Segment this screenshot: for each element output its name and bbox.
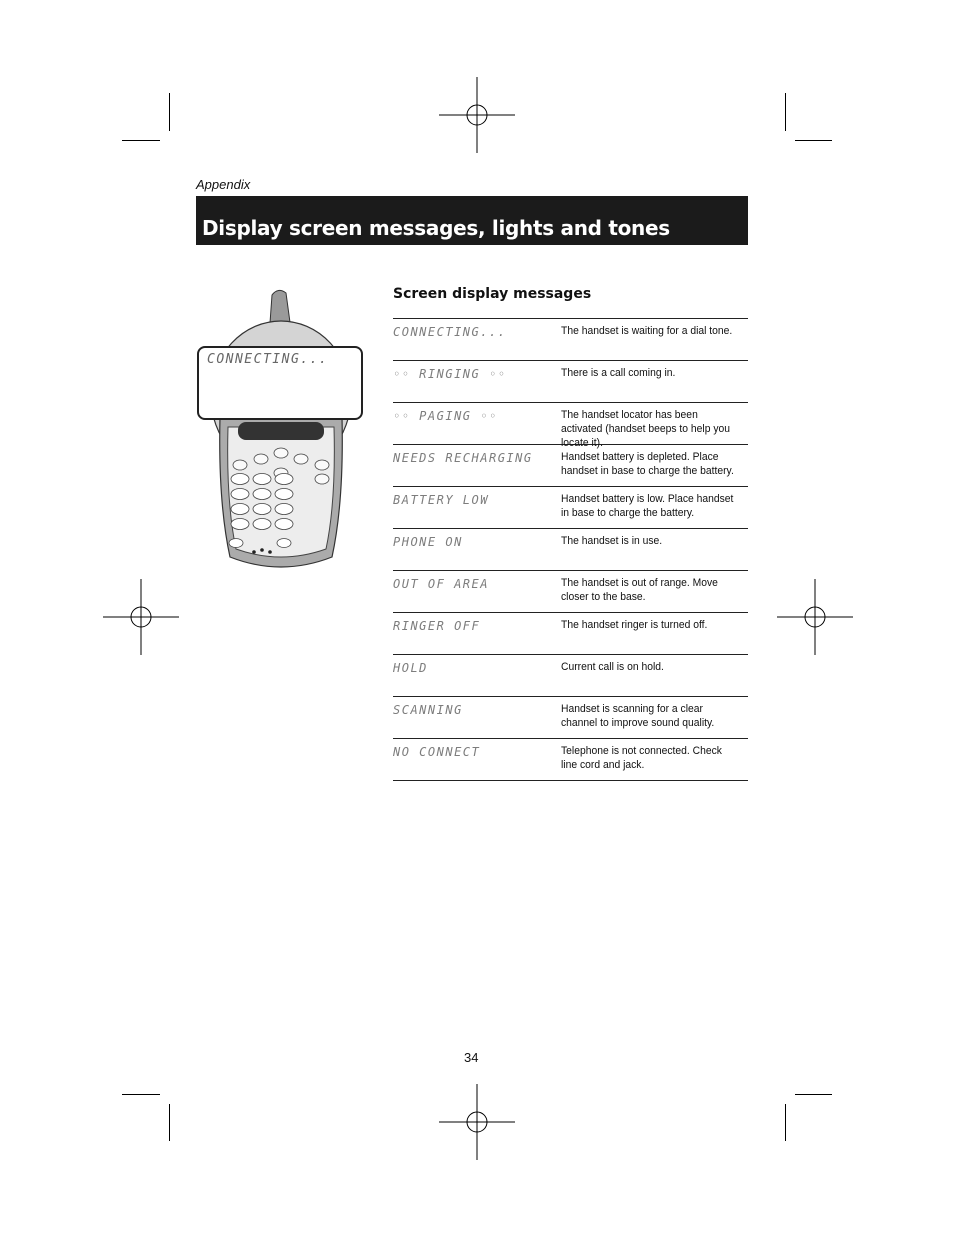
registration-crosshair-icon <box>103 579 179 655</box>
message-code: HOLD <box>393 661 428 675</box>
message-description: There is a call coming in. <box>561 367 676 379</box>
message-description: Telephone is not connected. Check line cord and jack. <box>561 745 722 771</box>
callout-display-text: CONNECTING... <box>207 352 329 367</box>
message-code: ◦◦ PAGING ◦◦ <box>393 409 498 423</box>
message-code: PHONE ON <box>393 535 463 549</box>
message-code: BATTERY LOW <box>393 493 489 507</box>
message-code: CONNECTING... <box>393 325 507 339</box>
table-row <box>393 739 748 781</box>
crop-mark <box>122 140 160 141</box>
message-code: SCANNING <box>393 703 463 717</box>
message-code: ◦◦ RINGING ◦◦ <box>393 367 507 381</box>
table-row <box>393 529 748 571</box>
table-row <box>393 613 748 655</box>
message-description: Handset is scanning for a clear channel to improve sound quality. <box>561 703 715 729</box>
message-code: RINGER OFF <box>393 619 481 633</box>
message-description: Current call is on hold. <box>561 661 664 673</box>
table-row <box>393 361 748 403</box>
registration-crosshair-icon <box>439 77 515 153</box>
registration-crosshair-icon <box>439 1084 515 1160</box>
crop-mark <box>169 1104 170 1141</box>
table-row <box>393 697 748 739</box>
message-description: The handset ringer is turned off. <box>561 619 708 631</box>
message-code: NEEDS RECHARGING <box>393 451 533 465</box>
message-description: The handset locator has been activated (handset beeps to help you locate it). <box>561 409 731 449</box>
table-row <box>393 487 748 529</box>
registration-crosshair-icon <box>777 579 853 655</box>
crop-mark <box>795 140 832 141</box>
crop-mark <box>785 93 786 131</box>
crop-mark <box>122 1094 160 1095</box>
crop-mark <box>169 93 170 131</box>
table-row <box>393 403 748 449</box>
message-description: Handset battery is depleted. Place handset in base to charge the battery. <box>561 451 734 477</box>
page-number: 34 <box>464 1050 479 1065</box>
message-description: The handset is in use. <box>561 535 663 547</box>
page-title: Display screen messages, lights and tones <box>196 196 748 245</box>
message-table <box>393 318 748 781</box>
table-row <box>393 445 748 487</box>
display-callout <box>197 346 363 420</box>
section-label: Appendix <box>196 177 251 192</box>
crop-mark <box>795 1094 832 1095</box>
crop-mark <box>785 1104 786 1141</box>
cordless-handset-icon <box>196 287 366 572</box>
table-row <box>393 655 748 697</box>
table-heading: Screen display messages <box>393 286 592 302</box>
table-row <box>393 319 748 361</box>
message-description: Handset battery is low. Place handset in base to charge the battery. <box>561 493 734 519</box>
message-code: NO CONNECT <box>393 745 481 759</box>
message-description: The handset is out of range. Move closer to the base. <box>561 577 718 603</box>
message-code: OUT OF AREA <box>393 577 489 591</box>
table-row <box>393 571 748 613</box>
message-description: The handset is waiting for a dial tone. <box>561 325 733 337</box>
